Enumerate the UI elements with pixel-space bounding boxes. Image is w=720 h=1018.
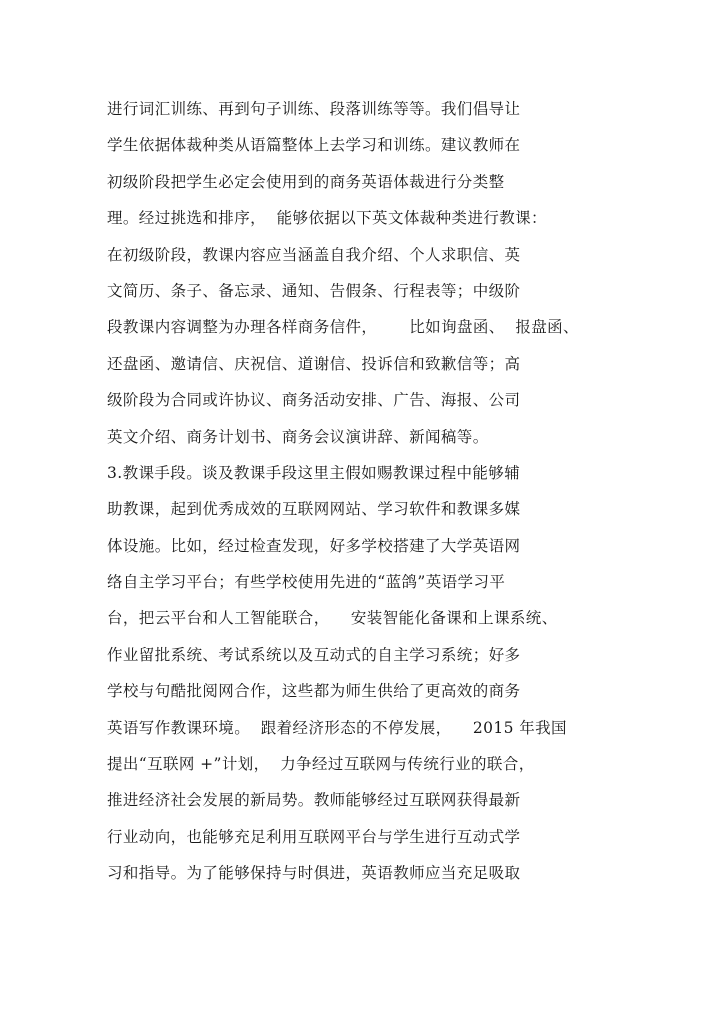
text-line: 助教课，起到优秀成效的互联网网站、学习软件和教课多媒: [107, 500, 521, 519]
text-line: 段教课内容调整为办理各样商务信件， 比如询盘函、 报盘函、: [107, 318, 579, 337]
text-line: 级阶段为合同或许协议、商务活动安排、广告、海报、公司: [107, 391, 521, 410]
text-line: 进行词汇训练、再到句子训练、段落训练等等。我们倡导让: [107, 100, 521, 118]
text-line: 还盘函、邀请信、庆祝信、道谢信、投诉信和致歉信等；高: [107, 354, 521, 373]
text-line: 3.教课手段。谈及教课手段这里主假如赐教课过程中能够辅: [107, 463, 521, 482]
text-line: 推进经济社会发展的新局势。教师能够经过互联网获得最新: [107, 791, 521, 810]
text-line: 学生依据体裁种类从语篇整体上去学习和训练。建议教师在: [107, 136, 521, 155]
text-line: 台，把云平台和人工智能联合， 安装智能化备课和上课系统、: [107, 609, 558, 628]
text-line: 学校与句酷批阅网合作，这些都为师生供给了更高效的商务: [107, 682, 521, 701]
text-line: 体设施。比如，经过检查发现，好多学校搭建了大学英语网: [107, 536, 521, 555]
text-line: 初级阶段把学生必定会使用到的商务英语体裁进行分类整: [107, 172, 505, 191]
body-text: [107, 91, 617, 892]
text-line: 提出“互联网 +”计划， 力争经过互联网与传统行业的联合，: [107, 755, 535, 774]
text-line: 在初级阶段，教课内容应当涵盖自我介绍、个人求职信、英: [107, 245, 521, 264]
text-line: 作业留批系统、考试系统以及互动式的自主学习系统；好多: [107, 645, 521, 664]
text-line: 习和指导。为了能够保持与时俱进，英语教师应当充足吸取: [107, 864, 521, 883]
text-line: 英文介绍、商务计划书、商务会议演讲辞、新闻稿等。: [107, 427, 489, 446]
text-line: 文简历、条子、备忘录、通知、告假条、行程表等；中级阶: [107, 281, 521, 300]
text-line: 英语写作教课环境。 跟着经济形态的不停发展， 2015 年我国: [107, 718, 567, 737]
text-line: 络自主学习平台；有些学校使用先进的“蓝鸽”英语学习平: [107, 573, 506, 592]
text-line: 理。经过挑选和排序， 能够依据以下英文体裁种类进行教课：: [107, 209, 547, 228]
text-line: 行业动向，也能够充足利用互联网平台与学生进行互动式学: [107, 827, 521, 846]
